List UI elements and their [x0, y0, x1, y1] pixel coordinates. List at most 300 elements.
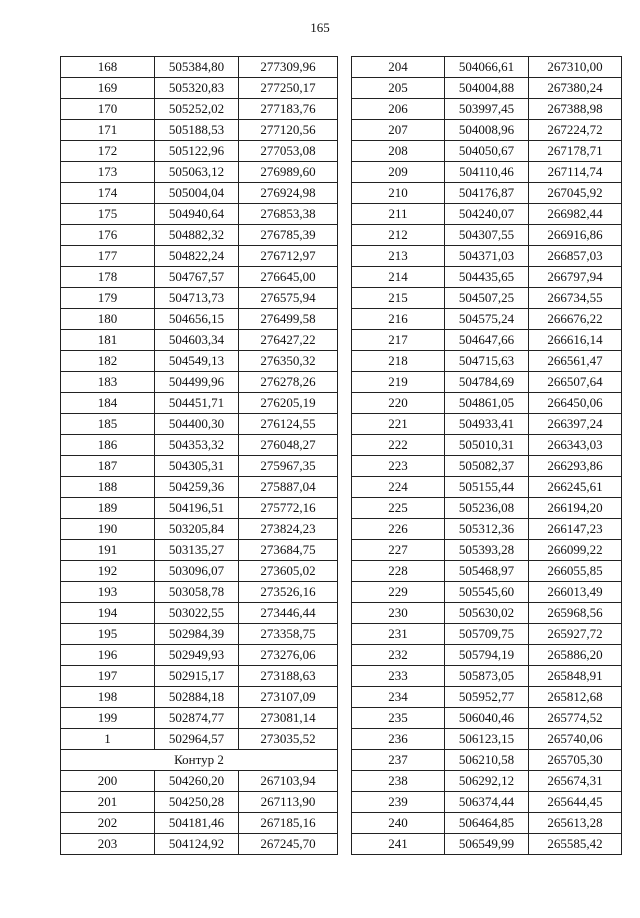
y-coordinate-cell: 275772,16 [239, 498, 338, 519]
x-coordinate-cell: 506549,99 [445, 834, 529, 855]
x-coordinate-cell: 505630,02 [445, 603, 529, 624]
y-coordinate-cell: 273605,02 [239, 561, 338, 582]
x-coordinate-cell: 502915,17 [155, 666, 239, 687]
y-coordinate-cell: 277053,08 [239, 141, 338, 162]
table-row [61, 603, 338, 624]
table-row [61, 288, 338, 309]
point-number-cell: 169 [61, 78, 155, 99]
coordinates-table-left [60, 56, 338, 855]
point-number-cell: 186 [61, 435, 155, 456]
y-coordinate-cell: 266982,44 [529, 204, 622, 225]
y-coordinate-cell: 273188,63 [239, 666, 338, 687]
y-coordinate-cell: 276785,39 [239, 225, 338, 246]
y-coordinate-cell: 266734,55 [529, 288, 622, 309]
table-row [61, 225, 338, 246]
point-number-cell: 211 [352, 204, 445, 225]
y-coordinate-cell: 276350,32 [239, 351, 338, 372]
y-coordinate-cell: 266194,20 [529, 498, 622, 519]
x-coordinate-cell: 505252,02 [155, 99, 239, 120]
table-row [61, 78, 338, 99]
y-coordinate-cell: 266343,03 [529, 435, 622, 456]
point-number-cell: 194 [61, 603, 155, 624]
y-coordinate-cell: 267178,71 [529, 141, 622, 162]
y-coordinate-cell: 265886,20 [529, 645, 622, 666]
table-row [352, 582, 622, 603]
x-coordinate-cell: 505384,80 [155, 57, 239, 78]
table-row [61, 540, 338, 561]
x-coordinate-cell: 503058,78 [155, 582, 239, 603]
table-row [352, 456, 622, 477]
y-coordinate-cell: 276924,98 [239, 183, 338, 204]
section-header-row [61, 750, 338, 771]
y-coordinate-cell: 273081,14 [239, 708, 338, 729]
point-number-cell: 214 [352, 267, 445, 288]
x-coordinate-cell: 504933,41 [445, 414, 529, 435]
x-coordinate-cell: 505122,96 [155, 141, 239, 162]
table-row [61, 792, 338, 813]
y-coordinate-cell: 265674,31 [529, 771, 622, 792]
table-body-right [352, 57, 622, 855]
table-row [61, 435, 338, 456]
table-row [61, 183, 338, 204]
point-number-cell: 233 [352, 666, 445, 687]
point-number-cell: 234 [352, 687, 445, 708]
point-number-cell: 195 [61, 624, 155, 645]
table-row [352, 162, 622, 183]
point-number-cell: 213 [352, 246, 445, 267]
y-coordinate-cell: 266055,85 [529, 561, 622, 582]
table-row [352, 561, 622, 582]
table-row [61, 414, 338, 435]
table-row [352, 771, 622, 792]
x-coordinate-cell: 504656,15 [155, 309, 239, 330]
x-coordinate-cell: 504307,55 [445, 225, 529, 246]
x-coordinate-cell: 504400,30 [155, 414, 239, 435]
x-coordinate-cell: 504713,73 [155, 288, 239, 309]
y-coordinate-cell: 276205,19 [239, 393, 338, 414]
table-row [61, 834, 338, 855]
point-number-cell: 220 [352, 393, 445, 414]
y-coordinate-cell: 273276,06 [239, 645, 338, 666]
point-number-cell: 189 [61, 498, 155, 519]
x-coordinate-cell: 505545,60 [445, 582, 529, 603]
x-coordinate-cell: 505468,97 [445, 561, 529, 582]
point-number-cell: 175 [61, 204, 155, 225]
table-row [61, 309, 338, 330]
x-coordinate-cell: 504603,34 [155, 330, 239, 351]
point-number-cell: 180 [61, 309, 155, 330]
point-number-cell: 188 [61, 477, 155, 498]
x-coordinate-cell: 504822,24 [155, 246, 239, 267]
point-number-cell: 206 [352, 99, 445, 120]
x-coordinate-cell: 503096,07 [155, 561, 239, 582]
point-number-cell: 215 [352, 288, 445, 309]
y-coordinate-cell: 265705,30 [529, 750, 622, 771]
point-number-cell: 216 [352, 309, 445, 330]
point-number-cell: 241 [352, 834, 445, 855]
y-coordinate-cell: 276499,58 [239, 309, 338, 330]
x-coordinate-cell: 505320,83 [155, 78, 239, 99]
y-coordinate-cell: 267185,16 [239, 813, 338, 834]
x-coordinate-cell: 505952,77 [445, 687, 529, 708]
table-row [61, 330, 338, 351]
y-coordinate-cell: 266857,03 [529, 246, 622, 267]
x-coordinate-cell: 504066,61 [445, 57, 529, 78]
y-coordinate-cell: 267310,00 [529, 57, 622, 78]
table-row [352, 246, 622, 267]
table-row [61, 561, 338, 582]
y-coordinate-cell: 267380,24 [529, 78, 622, 99]
point-number-cell: 201 [61, 792, 155, 813]
y-coordinate-cell: 276427,22 [239, 330, 338, 351]
point-number-cell: 238 [352, 771, 445, 792]
point-number-cell: 181 [61, 330, 155, 351]
x-coordinate-cell: 504940,64 [155, 204, 239, 225]
x-coordinate-cell: 504259,36 [155, 477, 239, 498]
table-row [61, 372, 338, 393]
point-number-cell: 182 [61, 351, 155, 372]
point-number-cell: 171 [61, 120, 155, 141]
point-number-cell: 226 [352, 519, 445, 540]
x-coordinate-cell: 505873,05 [445, 666, 529, 687]
point-number-cell: 177 [61, 246, 155, 267]
y-coordinate-cell: 273035,52 [239, 729, 338, 750]
y-coordinate-cell: 273358,75 [239, 624, 338, 645]
x-coordinate-cell: 503135,27 [155, 540, 239, 561]
y-coordinate-cell: 277309,96 [239, 57, 338, 78]
point-number-cell: 229 [352, 582, 445, 603]
table-row [352, 288, 622, 309]
point-number-cell: 240 [352, 813, 445, 834]
table-row [61, 120, 338, 141]
table-row [61, 99, 338, 120]
y-coordinate-cell: 273526,16 [239, 582, 338, 603]
x-coordinate-cell: 502874,77 [155, 708, 239, 729]
table-row [61, 393, 338, 414]
y-coordinate-cell: 277120,56 [239, 120, 338, 141]
x-coordinate-cell: 504435,65 [445, 267, 529, 288]
point-number-cell: 239 [352, 792, 445, 813]
x-coordinate-cell: 502964,57 [155, 729, 239, 750]
x-coordinate-cell: 504647,66 [445, 330, 529, 351]
y-coordinate-cell: 267113,90 [239, 792, 338, 813]
y-coordinate-cell: 277250,17 [239, 78, 338, 99]
table-row [352, 729, 622, 750]
table-row [352, 267, 622, 288]
table-row [352, 99, 622, 120]
point-number-cell: 185 [61, 414, 155, 435]
y-coordinate-cell: 266916,86 [529, 225, 622, 246]
table-row [61, 141, 338, 162]
x-coordinate-cell: 504353,32 [155, 435, 239, 456]
y-coordinate-cell: 266293,86 [529, 456, 622, 477]
y-coordinate-cell: 273824,23 [239, 519, 338, 540]
table-row [352, 792, 622, 813]
table-row [61, 645, 338, 666]
x-coordinate-cell: 505794,19 [445, 645, 529, 666]
y-coordinate-cell: 266245,61 [529, 477, 622, 498]
point-number-cell: 193 [61, 582, 155, 603]
point-number-cell: 219 [352, 372, 445, 393]
table-row [352, 813, 622, 834]
table-row [352, 624, 622, 645]
point-number-cell: 200 [61, 771, 155, 792]
point-number-cell: 205 [352, 78, 445, 99]
point-number-cell: 217 [352, 330, 445, 351]
point-number-cell: 209 [352, 162, 445, 183]
point-number-cell: 222 [352, 435, 445, 456]
x-coordinate-cell: 504451,71 [155, 393, 239, 414]
point-number-cell: 170 [61, 99, 155, 120]
x-coordinate-cell: 505063,12 [155, 162, 239, 183]
x-coordinate-cell: 504305,31 [155, 456, 239, 477]
point-number-cell: 197 [61, 666, 155, 687]
y-coordinate-cell: 267114,74 [529, 162, 622, 183]
y-coordinate-cell: 265968,56 [529, 603, 622, 624]
x-coordinate-cell: 506374,44 [445, 792, 529, 813]
x-coordinate-cell: 503997,45 [445, 99, 529, 120]
point-number-cell: 223 [352, 456, 445, 477]
table-row [352, 57, 622, 78]
table-row [61, 351, 338, 372]
point-number-cell: 235 [352, 708, 445, 729]
table-row [61, 267, 338, 288]
point-number-cell: 184 [61, 393, 155, 414]
table-row [61, 204, 338, 225]
point-number-cell: 199 [61, 708, 155, 729]
point-number-cell: 168 [61, 57, 155, 78]
table-row [61, 498, 338, 519]
y-coordinate-cell: 265740,06 [529, 729, 622, 750]
table-row [352, 183, 622, 204]
x-coordinate-cell: 504110,46 [445, 162, 529, 183]
point-number-cell: 187 [61, 456, 155, 477]
x-coordinate-cell: 505312,36 [445, 519, 529, 540]
x-coordinate-cell: 502949,93 [155, 645, 239, 666]
table-row [61, 813, 338, 834]
y-coordinate-cell: 265927,72 [529, 624, 622, 645]
y-coordinate-cell: 266507,64 [529, 372, 622, 393]
x-coordinate-cell: 504250,28 [155, 792, 239, 813]
x-coordinate-cell: 503022,55 [155, 603, 239, 624]
x-coordinate-cell: 506210,58 [445, 750, 529, 771]
table-row [61, 519, 338, 540]
x-coordinate-cell: 504008,96 [445, 120, 529, 141]
point-number-cell: 236 [352, 729, 445, 750]
point-number-cell: 237 [352, 750, 445, 771]
point-number-cell: 172 [61, 141, 155, 162]
table-row [61, 729, 338, 750]
table-row [352, 78, 622, 99]
y-coordinate-cell: 275887,04 [239, 477, 338, 498]
point-number-cell: 212 [352, 225, 445, 246]
y-coordinate-cell: 273684,75 [239, 540, 338, 561]
x-coordinate-cell: 504549,13 [155, 351, 239, 372]
y-coordinate-cell: 267103,94 [239, 771, 338, 792]
table-row [352, 603, 622, 624]
point-number-cell: 230 [352, 603, 445, 624]
x-coordinate-cell: 506040,46 [445, 708, 529, 729]
point-number-cell: 173 [61, 162, 155, 183]
x-coordinate-cell: 504784,69 [445, 372, 529, 393]
x-coordinate-cell: 505188,53 [155, 120, 239, 141]
point-number-cell: 203 [61, 834, 155, 855]
x-coordinate-cell: 504499,96 [155, 372, 239, 393]
point-number-cell: 198 [61, 687, 155, 708]
table-row [61, 582, 338, 603]
table-row [61, 246, 338, 267]
table-row [352, 309, 622, 330]
x-coordinate-cell: 504507,25 [445, 288, 529, 309]
y-coordinate-cell: 276048,27 [239, 435, 338, 456]
table-row [352, 498, 622, 519]
x-coordinate-cell: 504882,32 [155, 225, 239, 246]
y-coordinate-cell: 275967,35 [239, 456, 338, 477]
table-row [352, 687, 622, 708]
y-coordinate-cell: 266013,49 [529, 582, 622, 603]
table-row [352, 351, 622, 372]
table-row [352, 519, 622, 540]
table-row [352, 393, 622, 414]
y-coordinate-cell: 276989,60 [239, 162, 338, 183]
y-coordinate-cell: 267045,92 [529, 183, 622, 204]
y-coordinate-cell: 276575,94 [239, 288, 338, 309]
point-number-cell: 225 [352, 498, 445, 519]
table-row [352, 834, 622, 855]
table-row [352, 330, 622, 351]
table-row [61, 708, 338, 729]
x-coordinate-cell: 505082,37 [445, 456, 529, 477]
x-coordinate-cell: 504050,67 [445, 141, 529, 162]
x-coordinate-cell: 504240,07 [445, 204, 529, 225]
table-body-left [61, 57, 338, 855]
table-row [61, 666, 338, 687]
y-coordinate-cell: 276278,26 [239, 372, 338, 393]
point-number-cell: 231 [352, 624, 445, 645]
table-row [352, 372, 622, 393]
y-coordinate-cell: 265848,91 [529, 666, 622, 687]
y-coordinate-cell: 266099,22 [529, 540, 622, 561]
x-coordinate-cell: 506464,85 [445, 813, 529, 834]
table-row [352, 708, 622, 729]
table-row [352, 435, 622, 456]
y-coordinate-cell: 265585,42 [529, 834, 622, 855]
table-row [352, 225, 622, 246]
point-number-cell: 196 [61, 645, 155, 666]
x-coordinate-cell: 503205,84 [155, 519, 239, 540]
point-number-cell: 174 [61, 183, 155, 204]
point-number-cell: 227 [352, 540, 445, 561]
point-number-cell: 221 [352, 414, 445, 435]
y-coordinate-cell: 276124,55 [239, 414, 338, 435]
point-number-cell: 210 [352, 183, 445, 204]
table-row [352, 540, 622, 561]
table-row [352, 141, 622, 162]
x-coordinate-cell: 505004,04 [155, 183, 239, 204]
y-coordinate-cell: 276712,97 [239, 246, 338, 267]
table-row [61, 57, 338, 78]
x-coordinate-cell: 504260,20 [155, 771, 239, 792]
table-row [352, 204, 622, 225]
y-coordinate-cell: 273107,09 [239, 687, 338, 708]
point-number-cell: 190 [61, 519, 155, 540]
x-coordinate-cell: 502984,39 [155, 624, 239, 645]
x-coordinate-cell: 504181,46 [155, 813, 239, 834]
coordinates-table-right [351, 56, 622, 855]
table-row [61, 771, 338, 792]
point-number-cell: 232 [352, 645, 445, 666]
y-coordinate-cell: 266676,22 [529, 309, 622, 330]
x-coordinate-cell: 506292,12 [445, 771, 529, 792]
table-row [352, 120, 622, 141]
point-number-cell: 1 [61, 729, 155, 750]
x-coordinate-cell: 506123,15 [445, 729, 529, 750]
y-coordinate-cell: 266797,94 [529, 267, 622, 288]
point-number-cell: 179 [61, 288, 155, 309]
x-coordinate-cell: 505236,08 [445, 498, 529, 519]
y-coordinate-cell: 265613,28 [529, 813, 622, 834]
table-row [61, 162, 338, 183]
point-number-cell: 176 [61, 225, 155, 246]
x-coordinate-cell: 505155,44 [445, 477, 529, 498]
x-coordinate-cell: 505393,28 [445, 540, 529, 561]
table-row [352, 666, 622, 687]
table-row [352, 645, 622, 666]
x-coordinate-cell: 504861,05 [445, 393, 529, 414]
point-number-cell: 202 [61, 813, 155, 834]
y-coordinate-cell: 267388,98 [529, 99, 622, 120]
section-label: Контур 2 [61, 750, 338, 771]
point-number-cell: 183 [61, 372, 155, 393]
y-coordinate-cell: 277183,76 [239, 99, 338, 120]
point-number-cell: 207 [352, 120, 445, 141]
x-coordinate-cell: 504371,03 [445, 246, 529, 267]
x-coordinate-cell: 505010,31 [445, 435, 529, 456]
table-row [61, 477, 338, 498]
y-coordinate-cell: 265644,45 [529, 792, 622, 813]
x-coordinate-cell: 504004,88 [445, 78, 529, 99]
y-coordinate-cell: 266450,06 [529, 393, 622, 414]
x-coordinate-cell: 504767,57 [155, 267, 239, 288]
x-coordinate-cell: 504196,51 [155, 498, 239, 519]
table-row [352, 750, 622, 771]
point-number-cell: 192 [61, 561, 155, 582]
table-row [61, 624, 338, 645]
point-number-cell: 218 [352, 351, 445, 372]
x-coordinate-cell: 504176,87 [445, 183, 529, 204]
point-number-cell: 224 [352, 477, 445, 498]
y-coordinate-cell: 267224,72 [529, 120, 622, 141]
point-number-cell: 191 [61, 540, 155, 561]
y-coordinate-cell: 266616,14 [529, 330, 622, 351]
x-coordinate-cell: 502884,18 [155, 687, 239, 708]
y-coordinate-cell: 276853,38 [239, 204, 338, 225]
table-row [352, 477, 622, 498]
table-row [61, 456, 338, 477]
y-coordinate-cell: 265774,52 [529, 708, 622, 729]
y-coordinate-cell: 265812,68 [529, 687, 622, 708]
y-coordinate-cell: 266397,24 [529, 414, 622, 435]
y-coordinate-cell: 276645,00 [239, 267, 338, 288]
y-coordinate-cell: 266561,47 [529, 351, 622, 372]
table-row [61, 687, 338, 708]
x-coordinate-cell: 504575,24 [445, 309, 529, 330]
page-number: 165 [310, 20, 330, 35]
x-coordinate-cell: 504124,92 [155, 834, 239, 855]
x-coordinate-cell: 504715,63 [445, 351, 529, 372]
point-number-cell: 204 [352, 57, 445, 78]
y-coordinate-cell: 267245,70 [239, 834, 338, 855]
